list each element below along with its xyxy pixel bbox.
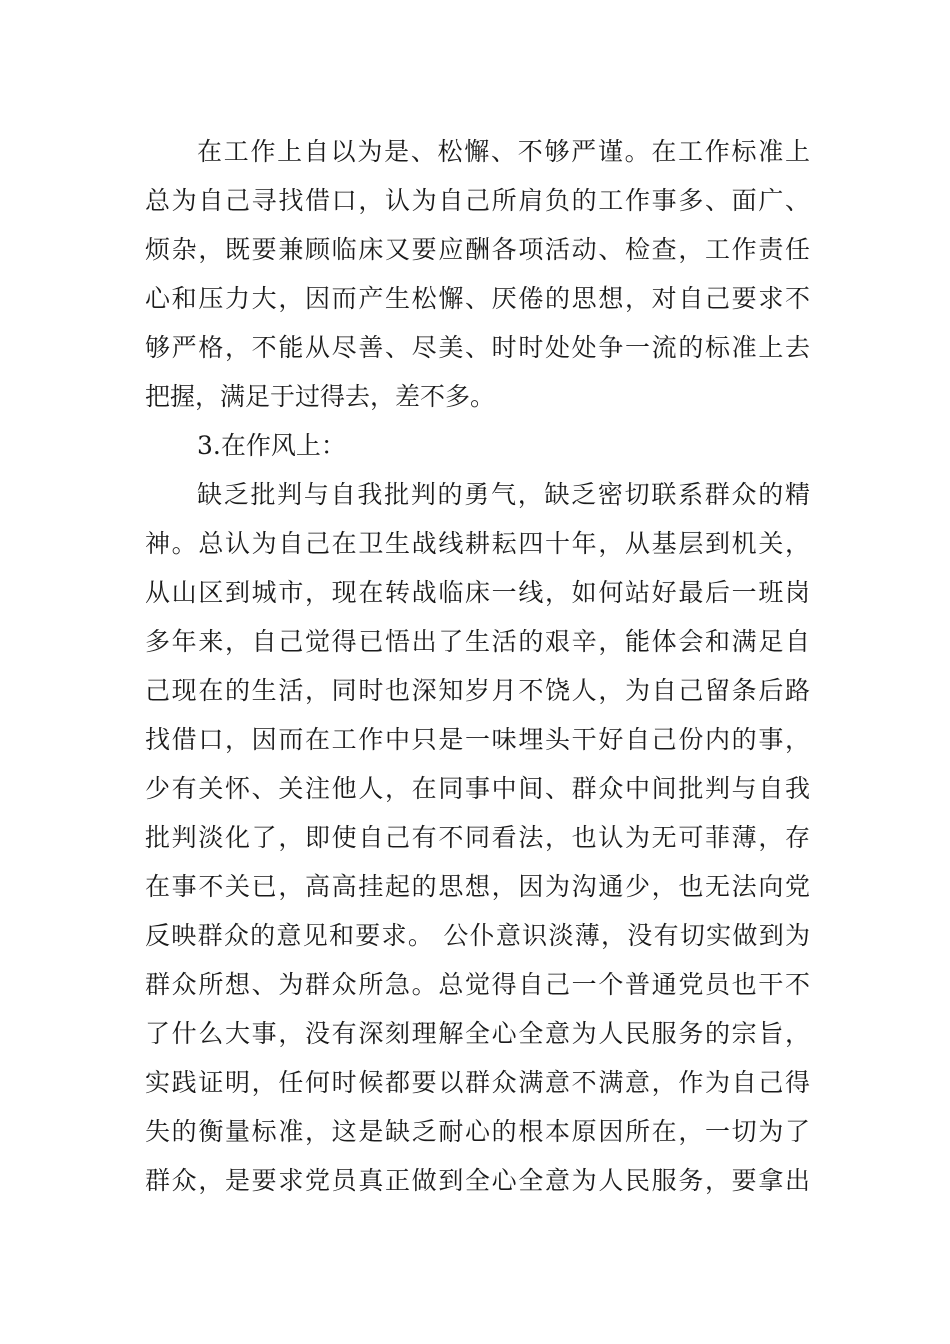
paragraph-line: 在事不关已，高高挂起的思想，因为沟通少，也无法向党 (145, 872, 810, 901)
paragraph-line: 群众所想、为群众所急。总觉得自己一个普通党员也干不 (145, 970, 810, 999)
paragraph-line: 群众，是要求党员真正做到全心全意为人民服务，要拿出 (145, 1166, 810, 1195)
paragraph-line: 总为自己寻找借口，认为自己所肩负的工作事多、面广、 (145, 186, 810, 215)
paragraph-line: 找借口，因而在工作中只是一味埋头干好自己份内的事， (145, 725, 810, 754)
paragraph-line: 在工作上自以为是、松懈、不够严谨。在工作标准上 (197, 137, 810, 166)
paragraph-line: 少有关怀、关注他人，在同事中间、群众中间批判与自我 (145, 774, 810, 803)
paragraph-line: 反映群众的意见和要求。 公仆意识淡薄，没有切实做到为 (145, 921, 810, 950)
paragraph-line: 神。总认为自己在卫生战线耕耘四十年，从基层到机关， (145, 529, 810, 558)
body-text (145, 127, 810, 1205)
paragraph-line: 己现在的生活，同时也深知岁月不饶人，为自己留条后路 (145, 676, 810, 705)
paragraph-line: 心和压力大，因而产生松懈、厌倦的思想，对自己要求不 (145, 284, 810, 313)
paragraph-line: 实践证明，任何时候都要以群众满意不满意，作为自己得 (145, 1068, 810, 1097)
paragraph-line: 够严格，不能从尽善、尽美、时时处处争一流的标准上去 (145, 333, 810, 362)
paragraph-line: 多年来，自己觉得已悟出了生活的艰辛，能体会和满足自 (145, 627, 810, 656)
paragraph-line: 把握，满足于过得去，差不多。 (145, 382, 496, 411)
paragraph-line: 缺乏批判与自我批判的勇气，缺乏密切联系群众的精 (197, 480, 810, 509)
section-heading: 3.在作风上： (197, 431, 346, 460)
paragraph-line: 从山区到城市，现在转战临床一线，如何站好最后一班岗 (145, 578, 810, 607)
paragraph-line: 烦杂，既要兼顾临床又要应酬各项活动、检查，工作责任 (145, 235, 810, 264)
paragraph-line: 了什么大事，没有深刻理解全心全意为人民服务的宗旨， (145, 1019, 810, 1048)
paragraph-line: 失的衡量标准，这是缺乏耐心的根本原因所在，一切为了 (145, 1117, 810, 1146)
paragraph-line: 批判淡化了，即使自己有不同看法，也认为无可菲薄，存 (145, 823, 810, 852)
